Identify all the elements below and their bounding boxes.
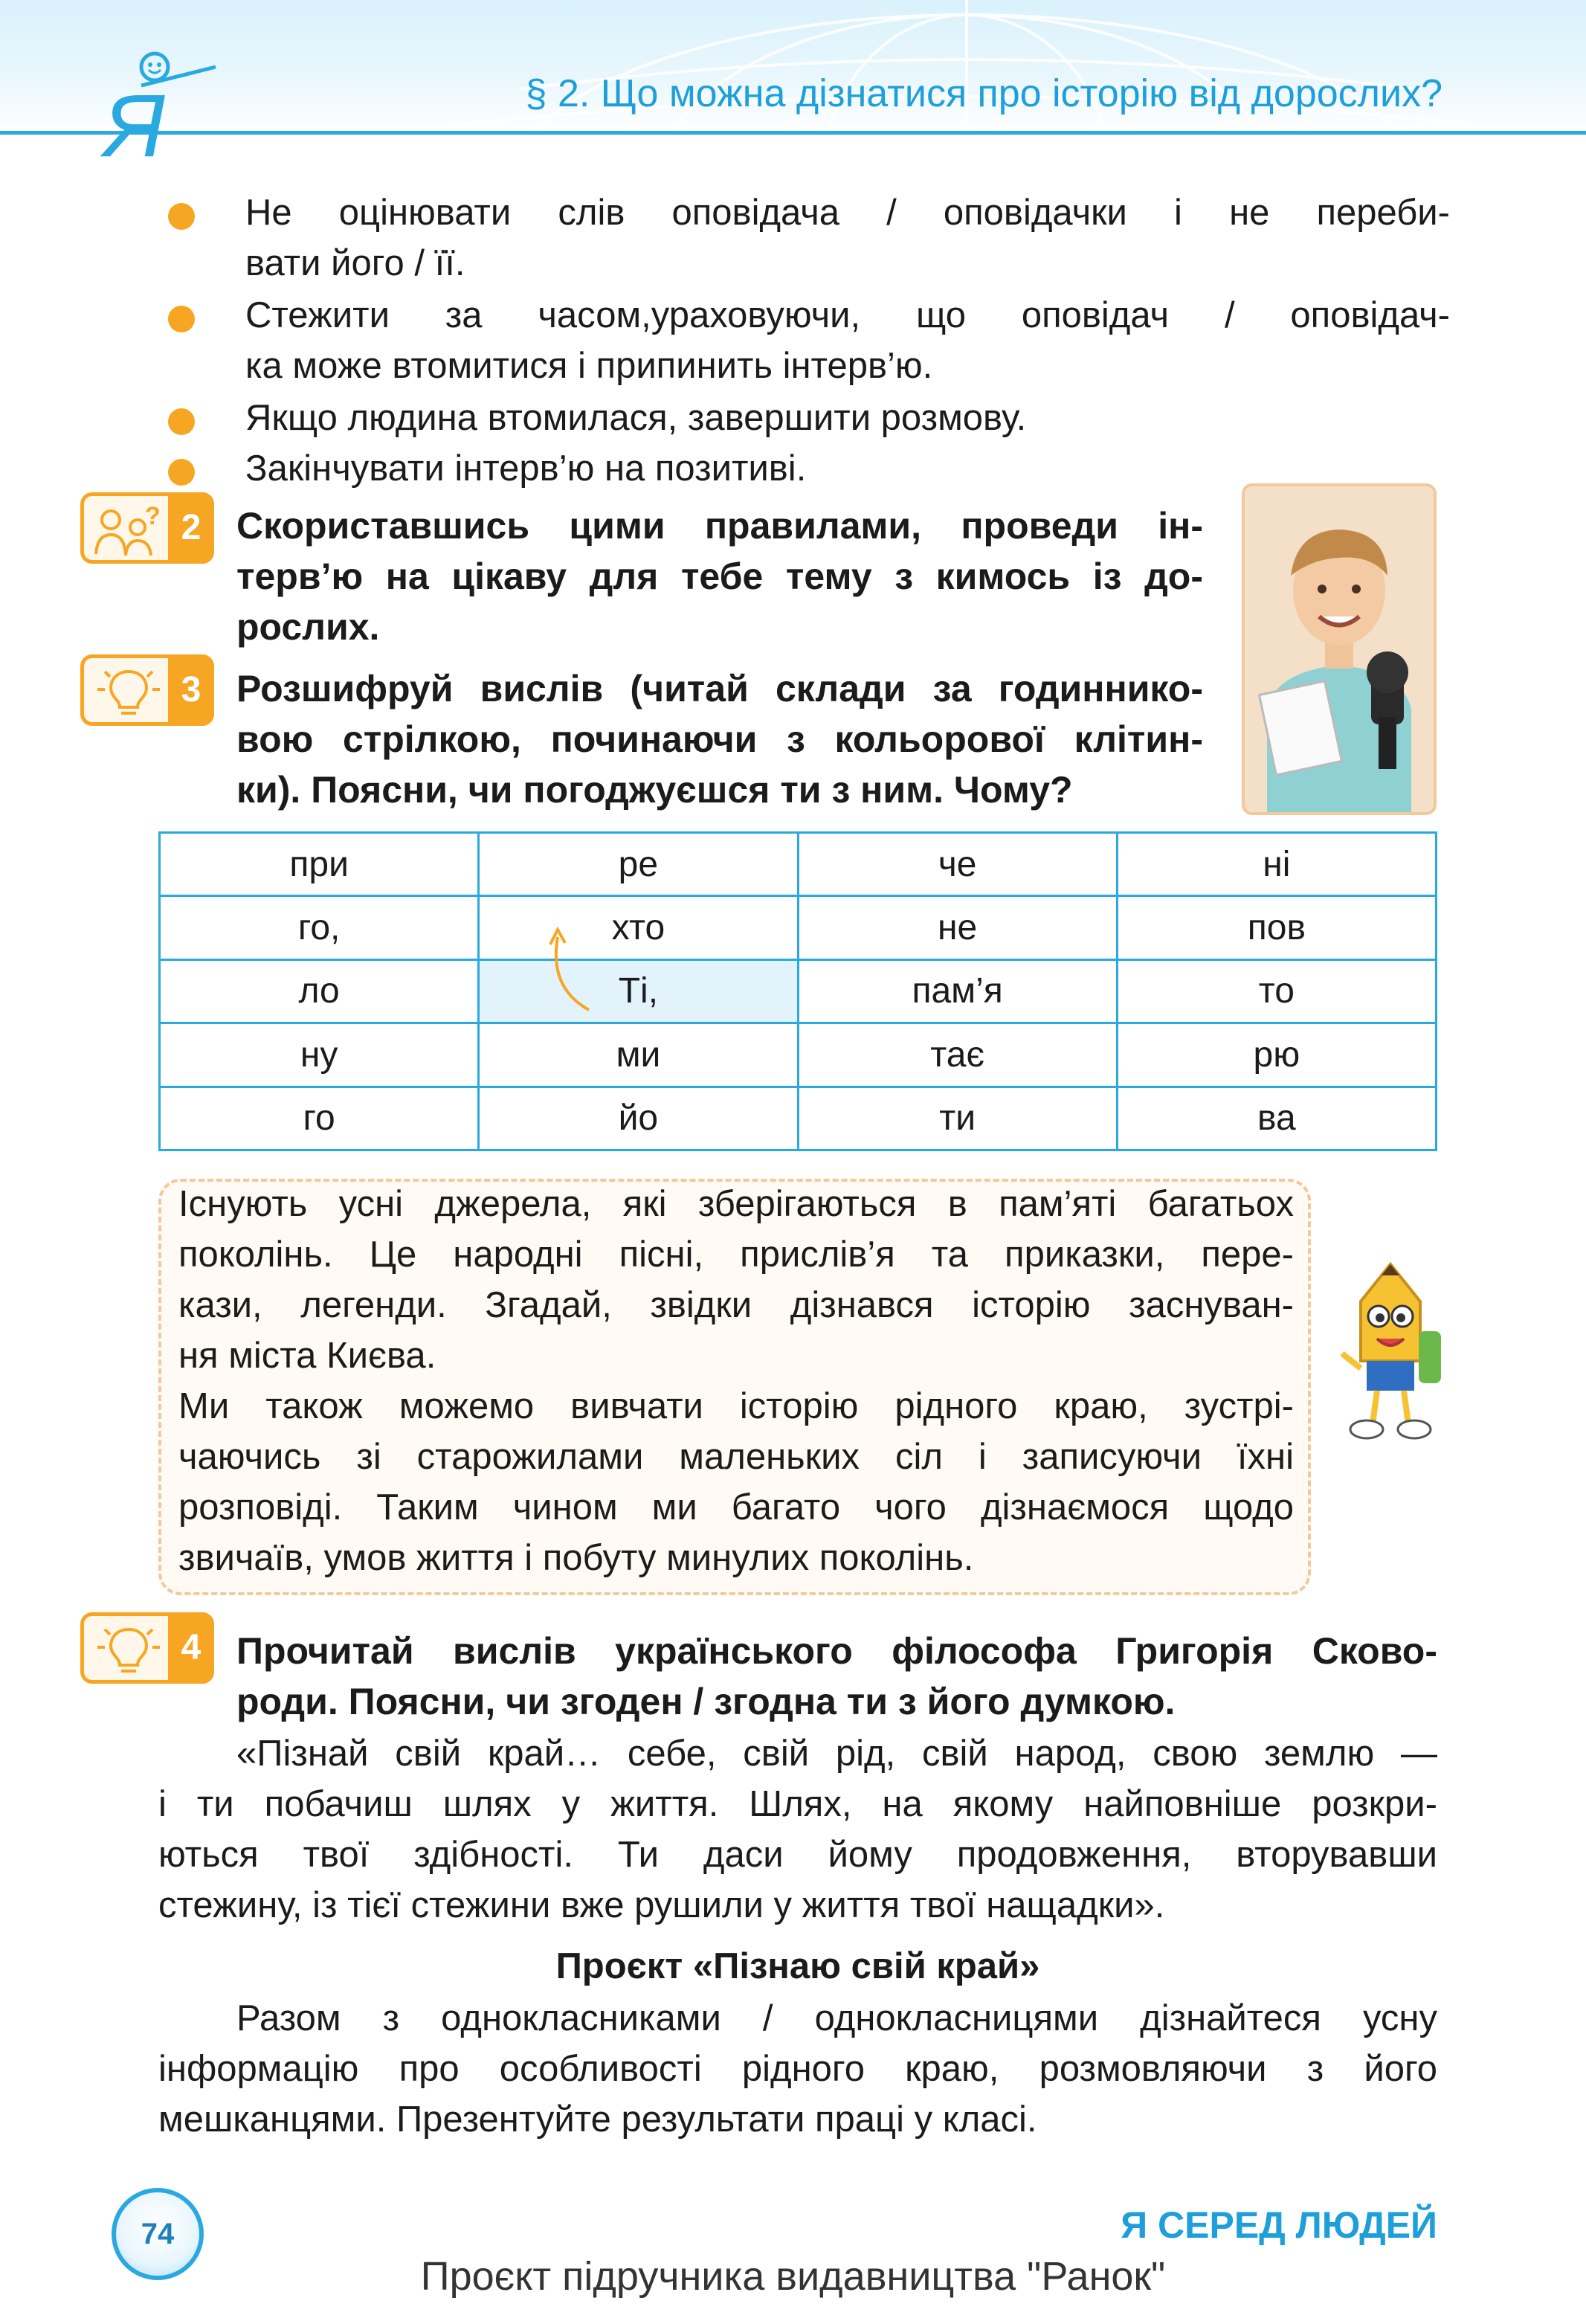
task-4-text bbox=[236, 1626, 1437, 1727]
quote-line: ються твої здібності. Ти даси йому продовження, вторувавши bbox=[158, 1835, 1437, 1875]
chapter-title: § 2. Що можна дізнатися про історію від дорослих? bbox=[525, 72, 1442, 115]
curved-arrow-icon bbox=[543, 921, 595, 1017]
bullet-dot bbox=[168, 306, 195, 332]
bullet-dot bbox=[168, 203, 195, 230]
bullet-line: Не оцінювати слів оповідача / оповідачки і не переби- bbox=[245, 193, 1450, 233]
task-number: 2 bbox=[168, 492, 214, 564]
table-cell: при bbox=[160, 833, 479, 896]
project-title: Проєкт «Пізнаю свій край» bbox=[555, 1946, 1040, 1986]
pencil-mascot-icon bbox=[1331, 1257, 1450, 1450]
table-cell: пов bbox=[1117, 896, 1436, 959]
table-cell: го, bbox=[160, 896, 479, 959]
bullet-item bbox=[245, 393, 1450, 443]
table-cell: ти bbox=[798, 1087, 1117, 1150]
table-cell: рю bbox=[1117, 1023, 1436, 1087]
table-cell: не bbox=[798, 896, 1117, 959]
bullet-item bbox=[245, 187, 1450, 289]
skovoroda-quote bbox=[158, 1728, 1437, 1931]
ya-logo bbox=[97, 45, 223, 164]
project-line: мешканцями. Презентуйте результати праці у класі. bbox=[158, 2099, 1037, 2140]
table-cell: ва bbox=[1117, 1087, 1436, 1150]
task-number: 4 bbox=[168, 1612, 214, 1684]
boy-with-microphone-photo bbox=[1242, 483, 1437, 815]
info-line: ня міста Києва. bbox=[178, 1336, 436, 1376]
info-line: Існують усні джерела, які зберігаються в пам’яті багатьох bbox=[178, 1184, 1294, 1224]
table-cell: хто bbox=[479, 896, 798, 959]
table-cell: ну bbox=[160, 1023, 479, 1087]
info-line: поколінь. Це народні пісні, прислів’я та приказки, пере- bbox=[178, 1235, 1294, 1275]
table-cell-highlighted-start: Ті, bbox=[479, 959, 798, 1023]
bullet-dot bbox=[168, 408, 195, 435]
task-line: терв’ю на цікаву для тебе тему з кимось із до- bbox=[236, 556, 1203, 597]
project-line: інформацію про особливості рідного краю, розмовляючи з його bbox=[158, 2049, 1437, 2089]
publisher-note: Проєкт підручника видавництва "Ранок" bbox=[420, 2254, 1166, 2299]
task-line: Скориставшись цими правилами, проведи ін- bbox=[236, 505, 1203, 547]
project-line: Разом з однокласниками / однокласницями дізнайтеся усну bbox=[236, 1998, 1437, 2038]
bullet-line: вати його / її. bbox=[245, 243, 465, 283]
bullet-item bbox=[245, 290, 1450, 391]
info-line: кази, легенди. Згадай, звідки дізнався історію заснуван- bbox=[178, 1285, 1294, 1325]
task-line: Розшифруй вислів (читай склади за годиннико- bbox=[236, 668, 1203, 709]
svg-text:?: ? bbox=[145, 502, 161, 530]
table-cell: йо bbox=[479, 1087, 798, 1150]
project-text bbox=[158, 1993, 1437, 2145]
section-name: Я СЕРЕД ЛЮДЕЙ bbox=[1121, 2204, 1437, 2246]
quote-line: «Пізнай свій край… себе, свій рід, свій народ, свою землю — bbox=[236, 1734, 1437, 1774]
task-line: роди. Поясни, чи згоден / згодна ти з його думкою. bbox=[236, 1681, 1176, 1722]
table-cell: че bbox=[798, 833, 1117, 896]
table-row bbox=[160, 896, 1437, 959]
table-cell: ні bbox=[1117, 833, 1436, 896]
table-row bbox=[160, 959, 1437, 1023]
bullet-line: Якщо людина втомилася, завершити розмову. bbox=[245, 398, 1027, 438]
task-2-text bbox=[236, 500, 1203, 652]
quote-line: стежину, із тієї стежини вже рушили у життя твої нащадки». bbox=[158, 1885, 1165, 1925]
task-line: Прочитай вислів українського філософа Григорія Сково- bbox=[236, 1630, 1437, 1672]
lightbulb-icon bbox=[91, 1622, 166, 1678]
bullet-line: Закінчувати інтерв’ю на позитиві. bbox=[245, 448, 807, 489]
header-rule bbox=[0, 131, 1586, 135]
table-cell: ми bbox=[479, 1023, 798, 1087]
bullet-line: Стежити за часом,ураховуючи, що оповідач / оповідач- bbox=[245, 295, 1450, 335]
task-line: рослих. bbox=[236, 606, 380, 648]
table-row bbox=[160, 833, 1437, 896]
task-badge-4 bbox=[80, 1612, 214, 1684]
table-cell: тає bbox=[798, 1023, 1117, 1087]
table-cell: то bbox=[1117, 959, 1436, 1023]
info-line: звичаїв, умов життя і побуту минулих поколінь. bbox=[178, 1538, 974, 1578]
info-line: чаючись зі старожилами маленьких сіл і записуючи їхні bbox=[178, 1437, 1294, 1477]
task-badge-2 bbox=[80, 492, 214, 564]
bullet-dot bbox=[168, 459, 195, 486]
info-line: розповіді. Таким чином ми багато чого дізнаємося щодо bbox=[178, 1487, 1294, 1528]
lightbulb-icon bbox=[91, 664, 166, 721]
table-row bbox=[160, 1023, 1437, 1087]
table-row bbox=[160, 1087, 1437, 1150]
page-number: 74 bbox=[112, 2188, 204, 2280]
table-cell: ло bbox=[160, 959, 479, 1023]
table-cell: пам’я bbox=[798, 959, 1117, 1023]
quote-line: і ти побачиш шлях у життя. Шлях, на якому найповніше розкри- bbox=[158, 1784, 1437, 1824]
task-line: вою стрілкою, починаючи з кольорової клітин- bbox=[236, 718, 1203, 760]
task-line: ки). Поясни, чи погоджуєшся ти з ним. Чому? bbox=[236, 769, 1073, 811]
task-3-text bbox=[236, 663, 1203, 815]
table-cell: ре bbox=[479, 833, 798, 896]
task-badge-3 bbox=[80, 654, 214, 726]
logo-letter: Я bbox=[104, 76, 165, 164]
table-cell: го bbox=[160, 1087, 479, 1150]
task-number: 3 bbox=[168, 654, 214, 726]
syllable-table bbox=[158, 831, 1437, 1151]
info-line: Ми також можемо вивчати історію рідного краю, зустрі- bbox=[178, 1386, 1294, 1426]
bullet-line: ка може втомитися і припинить інтерв’ю. bbox=[245, 346, 933, 386]
people-question-icon bbox=[91, 502, 166, 559]
info-box-text bbox=[178, 1179, 1294, 1583]
